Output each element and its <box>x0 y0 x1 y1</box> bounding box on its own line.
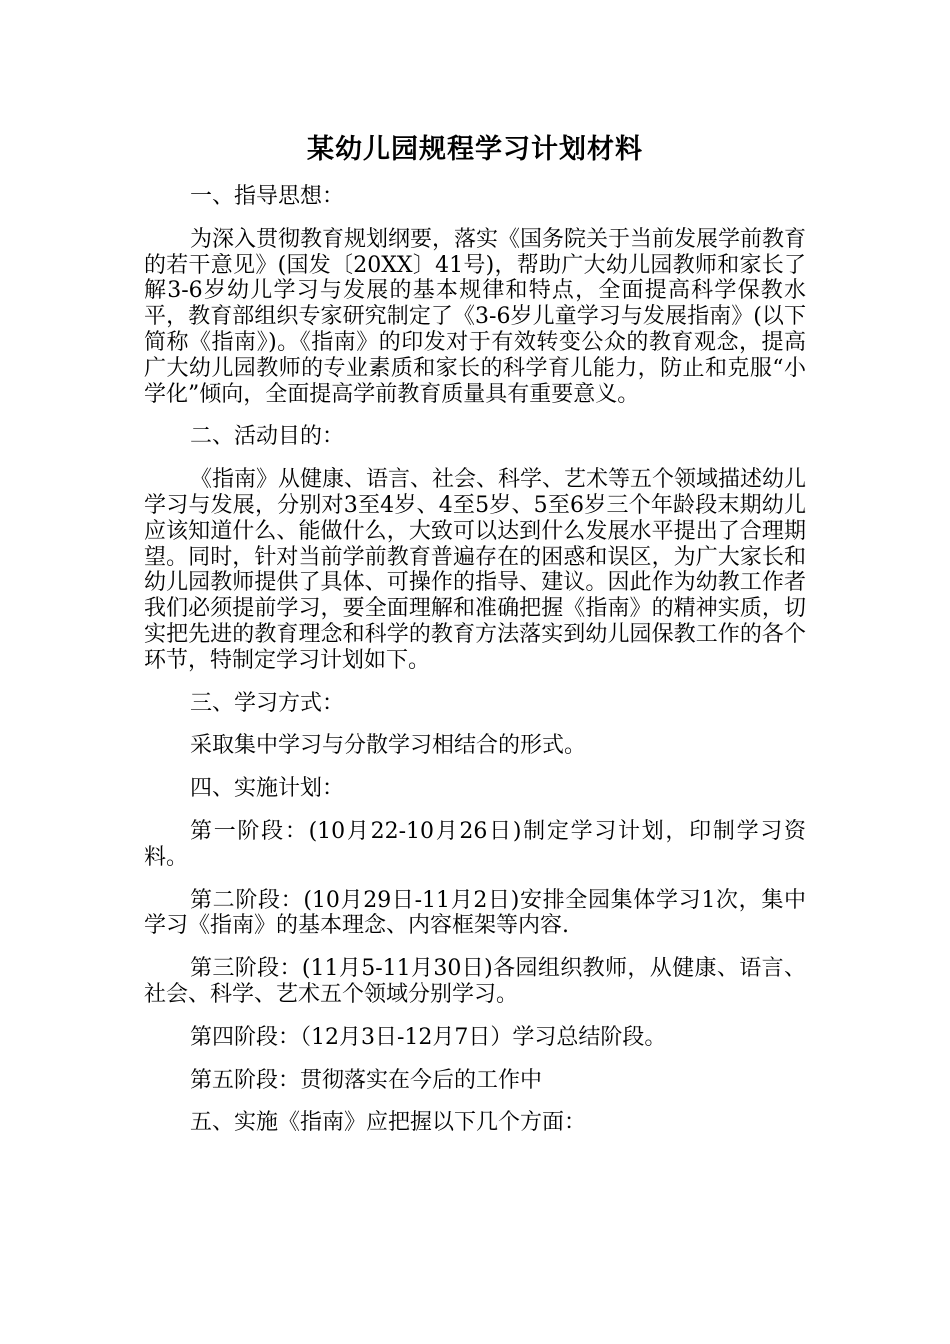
paragraph-stage-2: 第二阶段：(10月29日-11月2日)安排全园集体学习1次，集中学习《指南》的基本理念、内容框架等内容. <box>144 887 806 939</box>
paragraph-study-method: 采取集中学习与分散学习相结合的形式。 <box>190 733 587 759</box>
heading-implementation-plan: 四、实施计划： <box>190 776 345 802</box>
heading-activity-purpose: 二、活动目的： <box>190 424 345 450</box>
paragraph-activity-purpose: 《指南》从健康、语言、社会、科学、艺术等五个领域描述幼儿学习与发展，分别对3至4岁、4至5岁、5至6岁三个年龄段末期幼儿应该知道什么、能做什么，大致可以达到什么发展水平提出了合理期望。同时，针对当前学前教育普遍存在的困惑和误区，为广大家长和幼儿园教师提供了具体、可操作的指导、建议。因此作为幼教工作者我们必须提前学习，要全面理解和准确把握《指南》的精神实质，切实把先进的教育理念和科学的教育方法落实到幼儿园保教工作的各个环节，特制定学习计划如下。 <box>144 467 807 673</box>
paragraph-stage-5: 第五阶段：贯彻落实在今后的工作中 <box>190 1067 543 1093</box>
paragraph-guiding-thought: 为深入贯彻教育规划纲要，落实《国务院关于当前发展学前教育的若干意见》(国发〔20XX〕41号)，帮助广大幼儿园教师和家长了解3-6岁幼儿学习与发展的基本规律和特点，全面提高科学保教水平，教育部组织专家研究制定了《3-6岁儿童学习与发展指南》(以下简称《指南》)。《指南》的印发对于有效转变公众的教育观念，提高广大幼儿园教师的专业素质和家长的科学育儿能力，防止和克服“小学化”倾向，全面提高学前教育质量具有重要意义。 <box>144 226 807 407</box>
paragraph-stage-4: 第四阶段：（12月3日-12月7日）学习总结阶段。 <box>190 1024 667 1050</box>
paragraph-stage-1: 第一阶段：(10月22-10月26日)制定学习计划，印制学习资料。 <box>144 818 806 870</box>
paragraph-stage-3: 第三阶段：(11月5-11月30日)各园组织教师，从健康、语言、社会、科学、艺术五个领域分别学习。 <box>144 956 806 1007</box>
heading-study-method: 三、学习方式： <box>190 690 345 716</box>
heading-implementation-aspects: 五、实施《指南》应把握以下几个方面： <box>190 1110 587 1136</box>
document-title: 某幼儿园规程学习计划材料 <box>307 134 643 165</box>
heading-guiding-thought: 一、指导思想： <box>190 184 345 209</box>
document-page <box>144 126 806 1153</box>
